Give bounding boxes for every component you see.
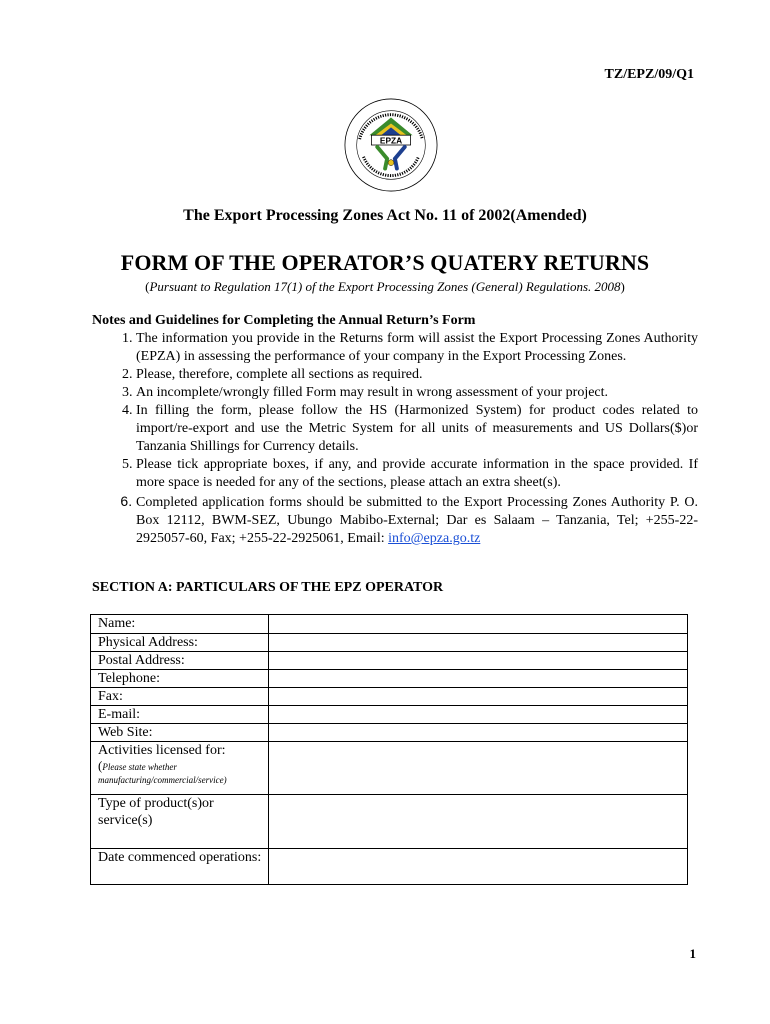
notes-heading: Notes and Guidelines for Completing the Annual Return’s Form [92, 313, 476, 328]
physical-address-label: Physical Address: [91, 634, 269, 652]
telephone-label: Telephone: [91, 670, 269, 688]
activities-label: Activities licensed for: [98, 743, 226, 758]
name-label: Name: [91, 615, 269, 634]
table-row [91, 615, 688, 634]
note-item-4: 4. In filling the form, please follow the HS (Harmonized System) for product codes related to import/re-export and use the Metric System for all units of measurements and US Dollars($)or Tanzania Shillings for Currency details. [136, 402, 698, 456]
postal-address-label: Postal Address: [91, 652, 269, 670]
notes-section [92, 312, 698, 548]
website-field[interactable] [269, 724, 688, 742]
email-label: E-mail: [91, 706, 269, 724]
postal-address-field[interactable] [269, 652, 688, 670]
table-row [91, 849, 688, 885]
table-row [91, 670, 688, 688]
activities-hint-open: ( [98, 758, 103, 773]
date-commenced-field[interactable] [269, 849, 688, 885]
activities-field[interactable] [269, 742, 688, 795]
epza-logo [342, 96, 440, 194]
date-commenced-label: Date commenced operations: [91, 849, 269, 885]
note-item-6 [136, 492, 698, 548]
email-field[interactable] [269, 706, 688, 724]
products-field[interactable] [269, 795, 688, 849]
section-a-title: SECTION A: PARTICULARS OF THE EPZ OPERATOR [92, 580, 444, 595]
note-item-5: 5. Please tick appropriate boxes, if any, and provide accurate information in the space provided. If more space is needed for any of the sections, please attach an extra sheet(s). [136, 456, 698, 492]
particulars-table [90, 614, 688, 885]
activities-label-cell [91, 742, 269, 795]
website-label: Web Site: [91, 724, 269, 742]
table-row [91, 652, 688, 670]
email-link[interactable]: info@epza.go.tz [388, 531, 481, 546]
form-code: TZ/EPZ/09/Q1 [604, 67, 694, 82]
fax-label: Fax: [91, 688, 269, 706]
activities-hint [98, 759, 268, 787]
note-item-2: 2. Please, therefore, complete all sections as required. [136, 366, 698, 384]
products-label: Type of product(s)or service(s) [91, 795, 269, 849]
act-title: The Export Processing Zones Act No. 11 of 2002(Amended) [183, 207, 587, 224]
physical-address-field[interactable] [269, 634, 688, 652]
page-number: 1 [689, 946, 696, 961]
notes-list [92, 330, 698, 548]
table-row [91, 795, 688, 849]
telephone-field[interactable] [269, 670, 688, 688]
table-row [91, 724, 688, 742]
fax-field[interactable] [269, 688, 688, 706]
form-title: FORM OF THE OPERATOR’S QUATERY RETURNS [120, 250, 650, 275]
table-row [91, 688, 688, 706]
name-field[interactable] [269, 615, 688, 634]
subtitle-open-paren: ( [145, 279, 150, 294]
activities-hint-text: Please state whether manufacturing/commercial/service) [98, 762, 227, 785]
table-row [91, 742, 688, 795]
subtitle-close-paren: ) [620, 279, 625, 294]
logo-name: EPZA [379, 135, 403, 146]
note-item-6-text: Completed application forms should be submitted to the Export Processing Zones Authority P. O. Box 12112, BWM-SEZ, Ubungo Mabibo-External; Dar es Salaam – Tanzania, Tel; +255-22-2925057-60, Fax; +255-22-2925061, Email: [136, 495, 698, 546]
note-item-1: 1. The information you provide in the Returns form will assist the Export Processing Zones Authority (EPZA) in assessing the performance of your company in the Export Processing Zones. [136, 330, 698, 366]
table-row [91, 706, 688, 724]
subtitle-text: Pursuant to Regulation 17(1) of the Export Processing Zones (General) Regulations. 2008 [149, 279, 621, 294]
note-item-3: 3. An incomplete/wrongly filled Form may result in wrong assessment of your project. [136, 384, 698, 402]
form-subtitle [0, 279, 770, 295]
table-row [91, 634, 688, 652]
